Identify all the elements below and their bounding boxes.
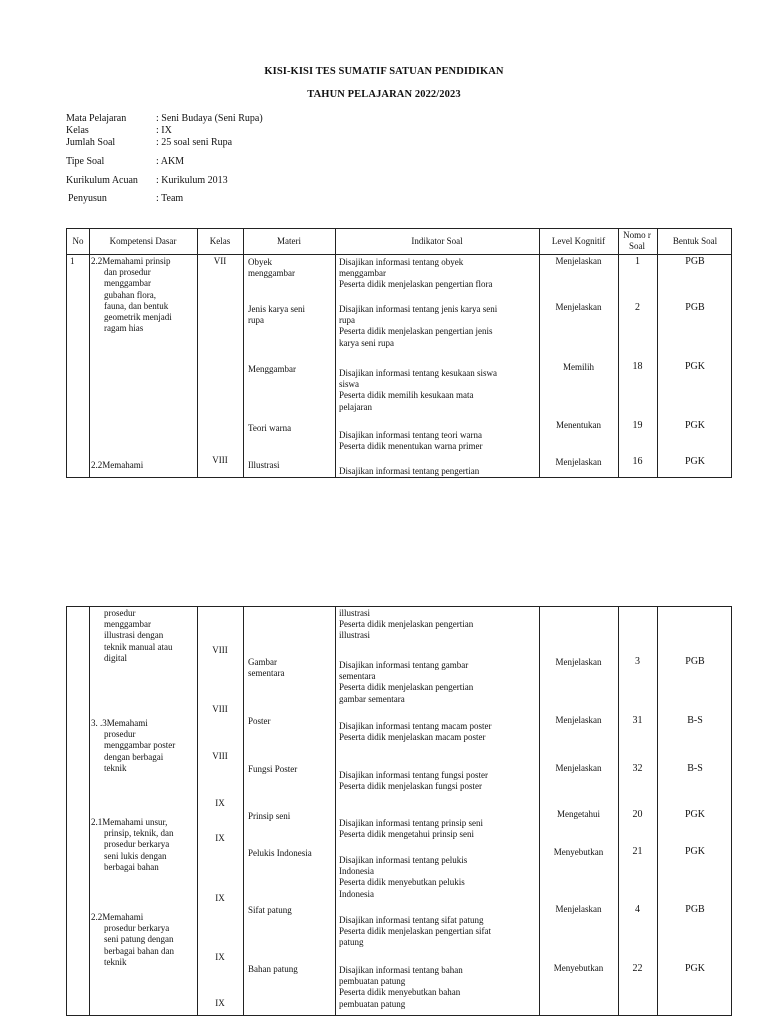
indikator-line: Peserta didik menjelaskan macam poster bbox=[339, 732, 486, 743]
row-number: 1 bbox=[70, 256, 75, 266]
nomor-soal-cell: 1 bbox=[635, 256, 640, 267]
indikator-line: pelajaran bbox=[339, 401, 372, 412]
indikator-line: Disajikan informasi tentang jenis karya seni bbox=[339, 304, 498, 314]
indikator-line: Disajikan informasi tentang bahan bbox=[339, 965, 463, 975]
bentuk-soal-cell: PGB bbox=[685, 656, 705, 667]
kompetensi-dasar-cell bbox=[91, 912, 174, 968]
indikator-line: Peserta didik menjelaskan fungsi poster bbox=[339, 781, 482, 792]
meta-value-tipe-soal: : AKM bbox=[156, 156, 185, 167]
indikator-cell bbox=[339, 304, 497, 349]
meta-label-kelas: Kelas bbox=[66, 125, 89, 136]
document-page-2 bbox=[0, 590, 768, 1024]
materi-cell: Menggambar bbox=[248, 364, 296, 374]
header-kelas: Kelas bbox=[209, 236, 231, 246]
level-kognitif-cell: Menjelaskan bbox=[555, 457, 602, 467]
indikator-line: Disajikan informasi tentang kesukaan siswa bbox=[339, 368, 497, 378]
meta-value-jumlah-soal: : 25 soal seni Rupa bbox=[156, 137, 233, 148]
kd-line: prinsip, teknik, dan bbox=[104, 828, 174, 839]
kd-line: 2.1Memahami unsur, bbox=[91, 817, 168, 827]
materi-line: menggambar bbox=[248, 268, 295, 279]
materi-cell bbox=[248, 257, 295, 279]
nomor-soal-cell: 16 bbox=[632, 456, 643, 467]
materi-line: Obyek bbox=[248, 257, 272, 267]
kelas-cell: VIII bbox=[212, 704, 228, 714]
bentuk-soal-cell: B-S bbox=[687, 715, 703, 726]
kd-line: prosedur bbox=[104, 729, 136, 740]
materi-cell: Bahan patung bbox=[248, 964, 298, 974]
indikator-line: Disajikan informasi tentang obyek bbox=[339, 257, 464, 267]
nomor-soal-cell: 21 bbox=[632, 846, 643, 857]
indikator-line: Peserta didik mengetahui prinsip seni bbox=[339, 829, 474, 840]
kd-line: dengan berbagai bbox=[104, 751, 164, 762]
kompetensi-dasar-cell bbox=[91, 817, 174, 873]
indikator-cell bbox=[339, 608, 473, 642]
header-kompetensi-dasar: Kompetensi Dasar bbox=[109, 236, 177, 246]
kd-line: prosedur berkarya bbox=[104, 923, 170, 934]
indikator-line: pembuatan patung bbox=[339, 976, 406, 987]
kd-line: berbagai bahan dan bbox=[104, 945, 174, 956]
kd-line: menggambar bbox=[104, 619, 151, 630]
indikator-line: Peserta didik menyebutkan pelukis bbox=[339, 877, 465, 888]
indikator-line: Peserta didik menjelaskan pengertian jenis bbox=[339, 326, 493, 337]
indikator-cell bbox=[339, 430, 482, 452]
indikator-line: Disajikan informasi tentang pelukis bbox=[339, 855, 468, 865]
document-title: KISI-KISI TES SUMATIF SATUAN PENDIDIKAN bbox=[264, 66, 504, 77]
kd-line: prosedur berkarya bbox=[104, 839, 170, 850]
meta-label-tipe-soal: Tipe Soal bbox=[66, 156, 105, 167]
level-kognitif-cell: Menentukan bbox=[556, 420, 601, 430]
kd-line: dan prosedur bbox=[104, 267, 151, 278]
bentuk-soal-cell: PGK bbox=[684, 809, 705, 820]
indikator-line: Disajikan informasi tentang prinsip seni bbox=[339, 818, 483, 828]
indikator-line: Indonesia bbox=[339, 866, 374, 877]
bentuk-soal-cell: PGK bbox=[684, 456, 705, 467]
indikator-line: Disajikan informasi tentang fungsi poster bbox=[339, 770, 488, 780]
bentuk-soal-cell: PGB bbox=[685, 302, 705, 313]
kd-line: fauna, dan bentuk bbox=[104, 300, 169, 311]
kompetensi-dasar-cell bbox=[104, 608, 172, 664]
materi-cell: Poster bbox=[248, 716, 271, 726]
kelas-cell: VIII bbox=[212, 645, 228, 655]
indikator-line: menggambar bbox=[339, 268, 386, 279]
kd-line: menggambar bbox=[104, 278, 151, 289]
materi-line: Jenis karya seni bbox=[248, 304, 305, 314]
materi-cell: Sifat patung bbox=[248, 905, 292, 915]
kd-line: teknik bbox=[104, 762, 127, 773]
level-kognitif-cell: Menjelaskan bbox=[555, 657, 602, 667]
kompetensi-dasar-cell: 2.2Memahami bbox=[91, 460, 144, 470]
kd-line: 3. .3Memahami bbox=[91, 718, 148, 728]
indikator-line: Indonesia bbox=[339, 888, 374, 899]
materi-cell: Prinsip seni bbox=[248, 811, 291, 821]
indikator-line: illustrasi bbox=[339, 630, 370, 641]
header-level-kognitif: Level Kognitif bbox=[551, 236, 606, 246]
indikator-cell bbox=[339, 721, 491, 743]
level-kognitif-cell: Menyebutkan bbox=[553, 963, 604, 973]
document-subtitle: TAHUN PELAJARAN 2022/2023 bbox=[307, 89, 461, 100]
kelas-cell: IX bbox=[215, 798, 225, 808]
kd-line: gubahan flora, bbox=[104, 289, 156, 300]
indikator-line: sementara bbox=[339, 671, 376, 682]
nomor-soal-cell: 22 bbox=[632, 963, 643, 974]
bentuk-soal-cell: PGK bbox=[684, 846, 705, 857]
indikator-line: Disajikan informasi tentang sifat patung bbox=[339, 915, 484, 925]
kd-line: ragam hias bbox=[104, 323, 144, 334]
meta-value-penyusun: : Team bbox=[156, 193, 184, 204]
indikator-line: Disajikan informasi tentang gambar bbox=[339, 660, 469, 670]
materi-cell: Teori warna bbox=[248, 423, 292, 433]
level-kognitif-cell: Menjelaskan bbox=[555, 302, 602, 312]
meta-label-mata-pelajaran: Mata Pelajaran bbox=[66, 113, 127, 124]
nomor-soal-cell: 18 bbox=[632, 361, 643, 372]
kelas-cell: IX bbox=[215, 833, 225, 843]
indikator-line: Peserta didik memilih kesukaan mata bbox=[339, 390, 474, 401]
materi-cell: Pelukis Indonesia bbox=[248, 848, 312, 858]
indikator-line: Peserta didik menyebutkan bahan bbox=[339, 987, 461, 998]
kd-line: seni lukis dengan bbox=[104, 850, 167, 861]
level-kognitif-cell: Menjelaskan bbox=[555, 763, 602, 773]
indikator-line: karya seni rupa bbox=[339, 337, 394, 348]
materi-line: Gambar bbox=[248, 657, 277, 667]
nomor-soal-cell: 4 bbox=[635, 904, 640, 915]
indikator-line: Peserta didik menjelaskan pengertian bbox=[339, 619, 474, 630]
level-kognitif-cell: Menjelaskan bbox=[555, 715, 602, 725]
indikator-line: siswa bbox=[339, 379, 359, 390]
indikator-cell bbox=[339, 965, 463, 1010]
indikator-line: Peserta didik menjelaskan pengertian flora bbox=[339, 279, 493, 290]
level-kognitif-cell: Memilih bbox=[563, 362, 594, 372]
header-no: No bbox=[72, 236, 84, 246]
materi-line: sementara bbox=[248, 668, 285, 679]
materi-line: rupa bbox=[248, 315, 264, 326]
kd-line: prosedur bbox=[104, 608, 136, 618]
kelas-cell: VIII bbox=[212, 751, 228, 761]
level-kognitif-cell: Menjelaskan bbox=[555, 256, 602, 266]
kisi-kisi-table-2 bbox=[66, 606, 732, 1016]
indikator-cell bbox=[339, 855, 467, 900]
meta-label-penyusun: Penyusun bbox=[68, 193, 107, 204]
bentuk-soal-cell: PGK bbox=[684, 963, 705, 974]
bentuk-soal-cell: PGB bbox=[685, 904, 705, 915]
indikator-line: illustrasi bbox=[339, 608, 370, 618]
meta-label-jumlah-soal: Jumlah Soal bbox=[66, 137, 116, 148]
meta-value-mata-pelajaran: : Seni Budaya (Seni Rupa) bbox=[156, 113, 263, 124]
indikator-line: Disajikan informasi tentang teori warna bbox=[339, 430, 482, 440]
level-kognitif-cell: Mengetahui bbox=[557, 809, 600, 819]
indikator-line: Peserta didik menjelaskan pengertian sifat bbox=[339, 926, 491, 937]
kd-line: 2.2Memahami prinsip bbox=[91, 256, 171, 266]
indikator-cell bbox=[339, 368, 497, 413]
kd-line: illustrasi dengan bbox=[104, 630, 164, 641]
header-nomor-soal: Nomo r Soal bbox=[623, 230, 651, 251]
nomor-soal-cell: 20 bbox=[632, 809, 643, 820]
materi-cell bbox=[248, 657, 284, 679]
indikator-line: Disajikan informasi tentang macam poster bbox=[339, 721, 492, 731]
kd-line: teknik manual atau bbox=[104, 641, 173, 652]
bentuk-soal-cell: B-S bbox=[687, 763, 703, 774]
indikator-cell bbox=[339, 257, 492, 291]
kelas-cell: IX bbox=[215, 952, 225, 962]
header-materi: Materi bbox=[277, 236, 301, 246]
meta-value-kelas: : IX bbox=[156, 125, 172, 136]
indikator-cell bbox=[339, 915, 491, 949]
indikator-line: rupa bbox=[339, 315, 355, 326]
kd-line: menggambar poster bbox=[104, 740, 176, 751]
materi-cell bbox=[248, 304, 305, 326]
kompetensi-dasar-cell bbox=[91, 256, 172, 334]
materi-cell: Fungsi Poster bbox=[248, 764, 298, 774]
indikator-cell: Disajikan informasi tentang pengertian bbox=[339, 466, 480, 476]
bentuk-soal-cell: PGK bbox=[684, 420, 705, 431]
nomor-soal-cell: 19 bbox=[632, 420, 643, 431]
indikator-line: patung bbox=[339, 937, 364, 948]
kelas-cell: IX bbox=[215, 998, 225, 1008]
indikator-line: gambar sementara bbox=[339, 693, 405, 704]
indikator-line: Peserta didik menentukan warna primer bbox=[339, 441, 483, 452]
kd-line: berbagai bahan bbox=[104, 861, 159, 872]
kelas-cell: IX bbox=[215, 893, 225, 903]
bentuk-soal-cell: PGB bbox=[685, 256, 705, 267]
nomor-soal-cell: 31 bbox=[632, 715, 643, 726]
header-bentuk-soal: Bentuk Soal bbox=[672, 236, 718, 246]
nomor-soal-cell: 2 bbox=[635, 302, 640, 313]
kelas-cell: VIII bbox=[212, 455, 228, 465]
kd-line: geometrik menjadi bbox=[104, 312, 172, 323]
indikator-cell bbox=[339, 818, 483, 840]
kelas-cell: VII bbox=[213, 256, 227, 266]
kompetensi-dasar-cell bbox=[91, 718, 175, 774]
nomor-soal-cell: 32 bbox=[632, 763, 643, 774]
indikator-line: pembuatan patung bbox=[339, 998, 406, 1009]
kd-line: 2.2Memahami bbox=[91, 912, 144, 922]
materi-cell: Illustrasi bbox=[248, 460, 280, 470]
indikator-cell bbox=[339, 660, 473, 705]
kd-line: digital bbox=[104, 652, 127, 663]
kisi-kisi-table-1 bbox=[66, 228, 732, 478]
bentuk-soal-cell: PGK bbox=[684, 361, 705, 372]
indikator-line: Peserta didik menjelaskan pengertian bbox=[339, 682, 474, 693]
kd-line: teknik bbox=[104, 956, 127, 967]
meta-label-kurikulum: Kurikulum Acuan bbox=[66, 175, 138, 186]
page-gap bbox=[0, 520, 768, 590]
header-indikator-soal: Indikator Soal bbox=[411, 236, 463, 246]
nomor-soal-cell: 3 bbox=[635, 656, 640, 667]
indikator-cell bbox=[339, 770, 488, 792]
level-kognitif-cell: Menyebutkan bbox=[553, 847, 604, 857]
kd-line: seni patung dengan bbox=[104, 934, 174, 945]
meta-value-kurikulum: : Kurikulum 2013 bbox=[156, 175, 228, 186]
level-kognitif-cell: Menjelaskan bbox=[555, 904, 602, 914]
